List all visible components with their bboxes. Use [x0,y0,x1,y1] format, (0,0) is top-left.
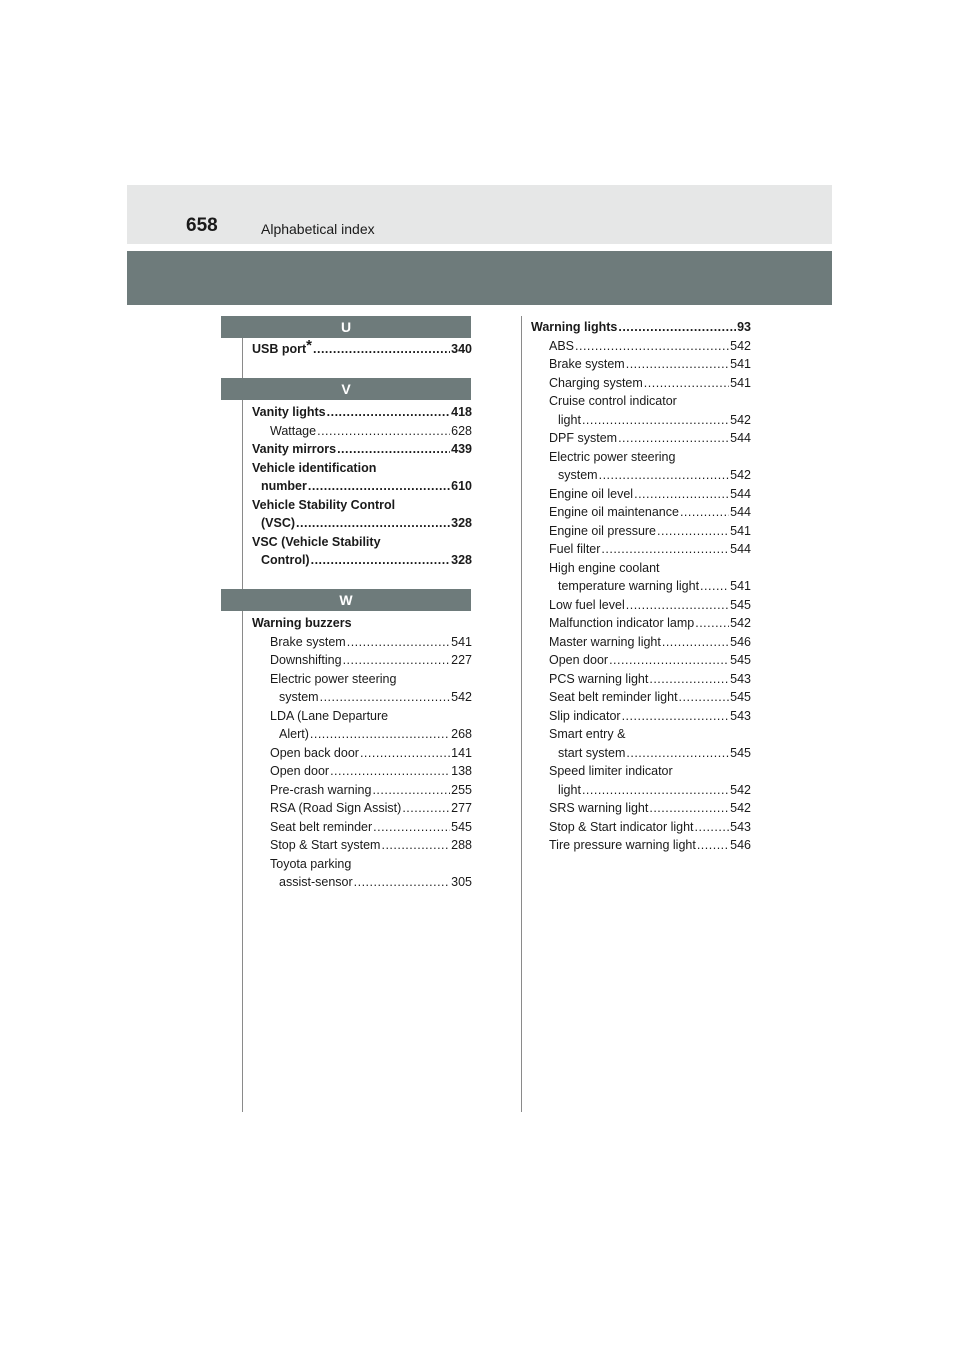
index-entry-text [549,670,648,689]
index-entry-term: Open back door [270,745,359,760]
page-reference: 340 [451,342,472,356]
index-entry-text [549,392,677,411]
index-entry [531,522,751,541]
index-entry [252,651,472,670]
index-entry-text [279,725,309,744]
index-entry-text [270,707,388,726]
page-reference: 541 [451,634,472,649]
index-entry [531,818,751,837]
index-entry [531,466,751,485]
leader-dots [354,873,451,892]
index-entry-text [261,551,310,570]
index-entry-text [279,688,319,707]
index-entry-term: ABS [549,338,575,353]
index-entry [252,725,472,744]
page-reference: 541 [730,375,751,390]
index-entry [531,707,751,726]
index-entry [531,762,751,781]
index-entry-text [549,374,643,393]
index-entry-term: light [558,782,581,797]
leader-dots [680,503,729,522]
index-entry-text [549,355,625,374]
index-entry-term: Malfunction indicator lamp [549,616,695,630]
index-entry [531,318,751,337]
leader-dots [679,688,730,707]
index-entry-term: Open door [270,764,330,778]
index-entry [252,707,472,726]
index-entry-text [270,633,346,652]
leader-dots [296,514,450,533]
page-reference: 546 [730,634,751,649]
index-entry [252,533,472,552]
leader-dots [697,836,729,855]
page-reference: 328 [451,553,472,567]
index-entry-text [549,614,694,633]
index-entry-term: Charging system [549,375,643,390]
index-entry-term: USB port [252,342,307,356]
index-entry-term: Pre-crash warning [270,782,372,797]
leader-dots [626,355,729,374]
leader-dots [308,477,450,496]
index-entry-text [252,337,313,359]
index-entry [531,559,751,578]
leader-dots [609,651,729,670]
index-entry [531,448,751,467]
index-entry-text [549,448,675,467]
index-entry [531,411,751,430]
page-reference: 439 [451,442,472,456]
page-reference: 305 [451,875,472,889]
leader-dots [622,707,730,726]
index-entry [252,855,472,874]
index-entry-term: Vanity lights [252,405,326,419]
column-rule-right [521,316,522,1112]
index-entry [531,633,751,652]
page-reference: 418 [451,405,472,419]
index-entry-term: Brake system [270,634,346,649]
leader-dots [313,340,450,359]
index-group-w [252,614,472,892]
leader-dots [599,466,730,485]
index-entry [252,762,472,781]
page-reference: 610 [451,479,472,493]
page-reference: 545 [730,653,751,667]
leader-dots [618,318,736,337]
index-entry [252,496,472,515]
index-entry [252,422,472,441]
page-reference: 544 [730,486,751,501]
index-entry-term: Seat belt reminder [270,819,373,834]
leader-dots [662,633,729,652]
index-entry-term: Smart entry & [549,727,626,741]
index-entry-term: Tire pressure warning light [549,838,696,852]
index-entry-term: Control) [261,553,310,567]
index-entry-text [549,707,621,726]
index-group-warning-lights [531,318,751,855]
page-reference: 541 [730,579,751,593]
index-entry [252,514,472,533]
index-entry-text [549,633,661,652]
column-rule-left [242,338,243,1112]
index-entry-text [252,459,376,478]
index-entry-term: SRS warning light [549,801,649,815]
index-entry-term: Electric power steering [270,671,397,686]
index-entry-text [252,403,326,422]
index-entry [531,337,751,356]
page-reference: 545 [730,690,751,704]
index-entry-text [252,440,336,459]
index-entry-text [270,818,372,837]
leader-dots [626,596,729,615]
index-entry-term: number [261,479,307,493]
index-entry [252,633,472,652]
index-group-u [252,337,472,359]
index-entry-text [270,744,359,763]
page-reference: 545 [730,597,751,612]
leader-dots [649,799,729,818]
leader-dots [311,551,451,570]
index-entry-text [261,477,307,496]
index-entry-term: Master warning light [549,634,661,649]
leader-dots [343,651,451,670]
index-entry [531,744,751,763]
index-entry-text [549,762,673,781]
leader-dots [601,540,729,559]
index-entry [531,614,751,633]
index-entry [531,392,751,411]
footnote-star: * [306,337,313,354]
leader-dots [310,725,450,744]
index-entry-term: (VSC) [261,516,296,530]
index-entry [531,688,751,707]
index-entry-term: PCS warning light [549,671,649,686]
page-reference: 544 [730,505,751,519]
index-entry-term: light [558,412,581,427]
index-entry-term: Seat belt reminder light [549,690,678,704]
index-entry [252,818,472,837]
index-entry [252,873,472,892]
leader-dots [337,440,450,459]
index-entry-term: Wattage [270,423,317,438]
index-entry [252,440,472,459]
index-entry-term: Engine oil maintenance [549,505,679,519]
index-entry [252,670,472,689]
index-entry [252,477,472,496]
index-entry-term: Engine oil level [549,486,634,501]
leader-dots [360,744,450,763]
page-reference: 542 [730,338,751,353]
index-entry-term: system [279,690,319,704]
index-entry-text [270,651,342,670]
index-entry [531,485,751,504]
index-entry-term: assist-sensor [279,875,353,889]
index-entry [531,725,751,744]
index-entry-text [558,781,581,800]
page-reference: 543 [730,671,751,686]
index-entry-term: Stop & Start indicator light [549,819,694,834]
index-entry-term: High engine coolant [549,560,660,575]
index-entry-text [261,514,295,533]
index-entry-term: temperature warning light [558,579,700,593]
leader-dots [649,670,729,689]
index-entry [252,781,472,800]
index-entry [531,651,751,670]
leader-dots [327,403,451,422]
index-entry-text [252,496,395,515]
page-reference: 544 [730,542,751,556]
index-entry-term: RSA (Road Sign Assist) [270,801,402,815]
index-entry [252,551,472,570]
index-entry-term: system [558,468,598,482]
page-reference: 542 [730,801,751,815]
index-entry-term: Engine oil pressure [549,523,657,538]
page-reference: 288 [451,838,472,852]
index-group-v [252,403,472,570]
index-entry-term: Vanity mirrors [252,442,337,456]
index-entry-text [549,725,625,744]
index-entry [531,596,751,615]
page-reference: 545 [730,745,751,760]
leader-dots [695,614,729,633]
index-entry-term: Vehicle Stability Control [252,497,396,512]
index-entry-term: Stop & Start system [270,838,381,852]
letter-heading-u: U [221,316,471,338]
index-entry [531,374,751,393]
index-entry-term: Fuel filter [549,542,601,556]
index-entry [252,403,472,422]
leader-dots [695,818,730,837]
index-entry [252,337,472,359]
index-entry-text [549,522,656,541]
index-entry-text [549,799,648,818]
index-entry-term: DPF system [549,431,618,445]
page-reference: 138 [451,764,472,778]
leader-dots [373,818,450,837]
index-entry [531,836,751,855]
page-reference: 277 [451,801,472,815]
leader-dots [381,836,450,855]
section-title: Alphabetical index [261,221,375,237]
index-entry-term: Slip indicator [549,708,621,723]
index-entry-term: Toyota parking [270,856,352,871]
page-reference: 543 [730,708,751,723]
index-entry-term: Cruise control indicator [549,394,677,408]
index-entry [531,670,751,689]
index-entry-text [252,614,352,633]
page-reference: 93 [737,320,751,334]
index-entry-text [270,855,351,874]
page-reference: 255 [451,782,472,797]
index-entry-text [270,762,329,781]
index-entry-text [549,503,679,522]
index-entry-text [531,318,617,337]
index-entry-term: Electric power steering [549,449,676,464]
index-entry [531,540,751,559]
index-entry-term: Speed limiter indicator [549,764,673,778]
index-entry-term: Warning buzzers [252,616,352,630]
index-entry [252,688,472,707]
page-reference: 227 [451,653,472,667]
leader-dots [402,799,450,818]
leader-dots [330,762,450,781]
leader-dots [626,744,729,763]
index-entry [252,614,472,633]
index-entry [252,744,472,763]
index-entry-term: Downshifting [270,653,342,667]
leader-dots [700,577,729,596]
index-entry-term: VSC (Vehicle Stability [252,534,381,549]
leader-dots [657,522,729,541]
page-reference: 543 [730,819,751,834]
header-band [127,185,832,244]
page-reference: 541 [730,523,751,538]
index-entry [531,429,751,448]
leader-dots [320,688,451,707]
index-entry [531,577,751,596]
page-reference: 544 [730,431,751,445]
index-entry-text [279,873,353,892]
index-entry-text [558,411,581,430]
index-entry-term: Open door [549,653,609,667]
index-entry-text [270,422,316,441]
leader-dots [372,781,450,800]
chapter-band [127,251,832,305]
index-entry-text [549,540,600,559]
index-entry-term: LDA (Lane Departure [270,708,389,723]
index-entry-text [558,744,625,763]
leader-dots [317,422,450,441]
index-entry-text [270,836,380,855]
letter-heading-w: W [221,589,471,611]
index-entry-text [549,688,678,707]
index-entry-text [549,596,625,615]
page-reference: 328 [451,516,472,530]
page-reference: 542 [451,690,472,704]
index-entry [531,503,751,522]
index-entry [252,836,472,855]
index-entry [531,355,751,374]
leader-dots [575,337,729,356]
index-entry-text [270,799,401,818]
index-entry-text [558,466,598,485]
page-reference: 545 [451,819,472,834]
index-entry-term: start system [558,745,626,760]
page-number: 658 [186,215,218,236]
index-entry-term: Low fuel level [549,597,625,612]
index-entry-term: Vehicle identification [252,460,377,475]
page-reference: 542 [730,468,751,482]
leader-dots [582,411,729,430]
index-entry [531,781,751,800]
leader-dots [644,374,729,393]
index-entry-text [549,651,608,670]
index-entry [252,459,472,478]
index-entry-text [549,836,696,855]
page-reference: 542 [730,616,751,630]
letter-heading-v: V [221,378,471,400]
index-entry-term: Warning lights [531,320,618,334]
index-entry-text [549,485,633,504]
index-entry-text [549,429,617,448]
page-reference: 268 [451,727,472,741]
index-entry-text [549,559,660,578]
index-entry-text [549,337,574,356]
index-entry-text [549,818,694,837]
index-entry-term: Brake system [549,357,625,371]
index-entry-term: Alert) [279,727,309,741]
index-entry-text [252,533,381,552]
index-entry-text [270,670,396,689]
index-entry [531,799,751,818]
leader-dots [582,781,729,800]
page-reference: 542 [730,782,751,797]
leader-dots [618,429,729,448]
leader-dots [634,485,729,504]
page-reference: 541 [730,357,751,371]
page-reference: 628 [451,423,472,438]
page-reference: 141 [451,745,472,760]
index-entry-text [270,781,371,800]
leader-dots [347,633,450,652]
index-entry [252,799,472,818]
page-reference: 546 [730,838,751,852]
index-entry-text [558,577,699,596]
page-reference: 542 [730,412,751,427]
